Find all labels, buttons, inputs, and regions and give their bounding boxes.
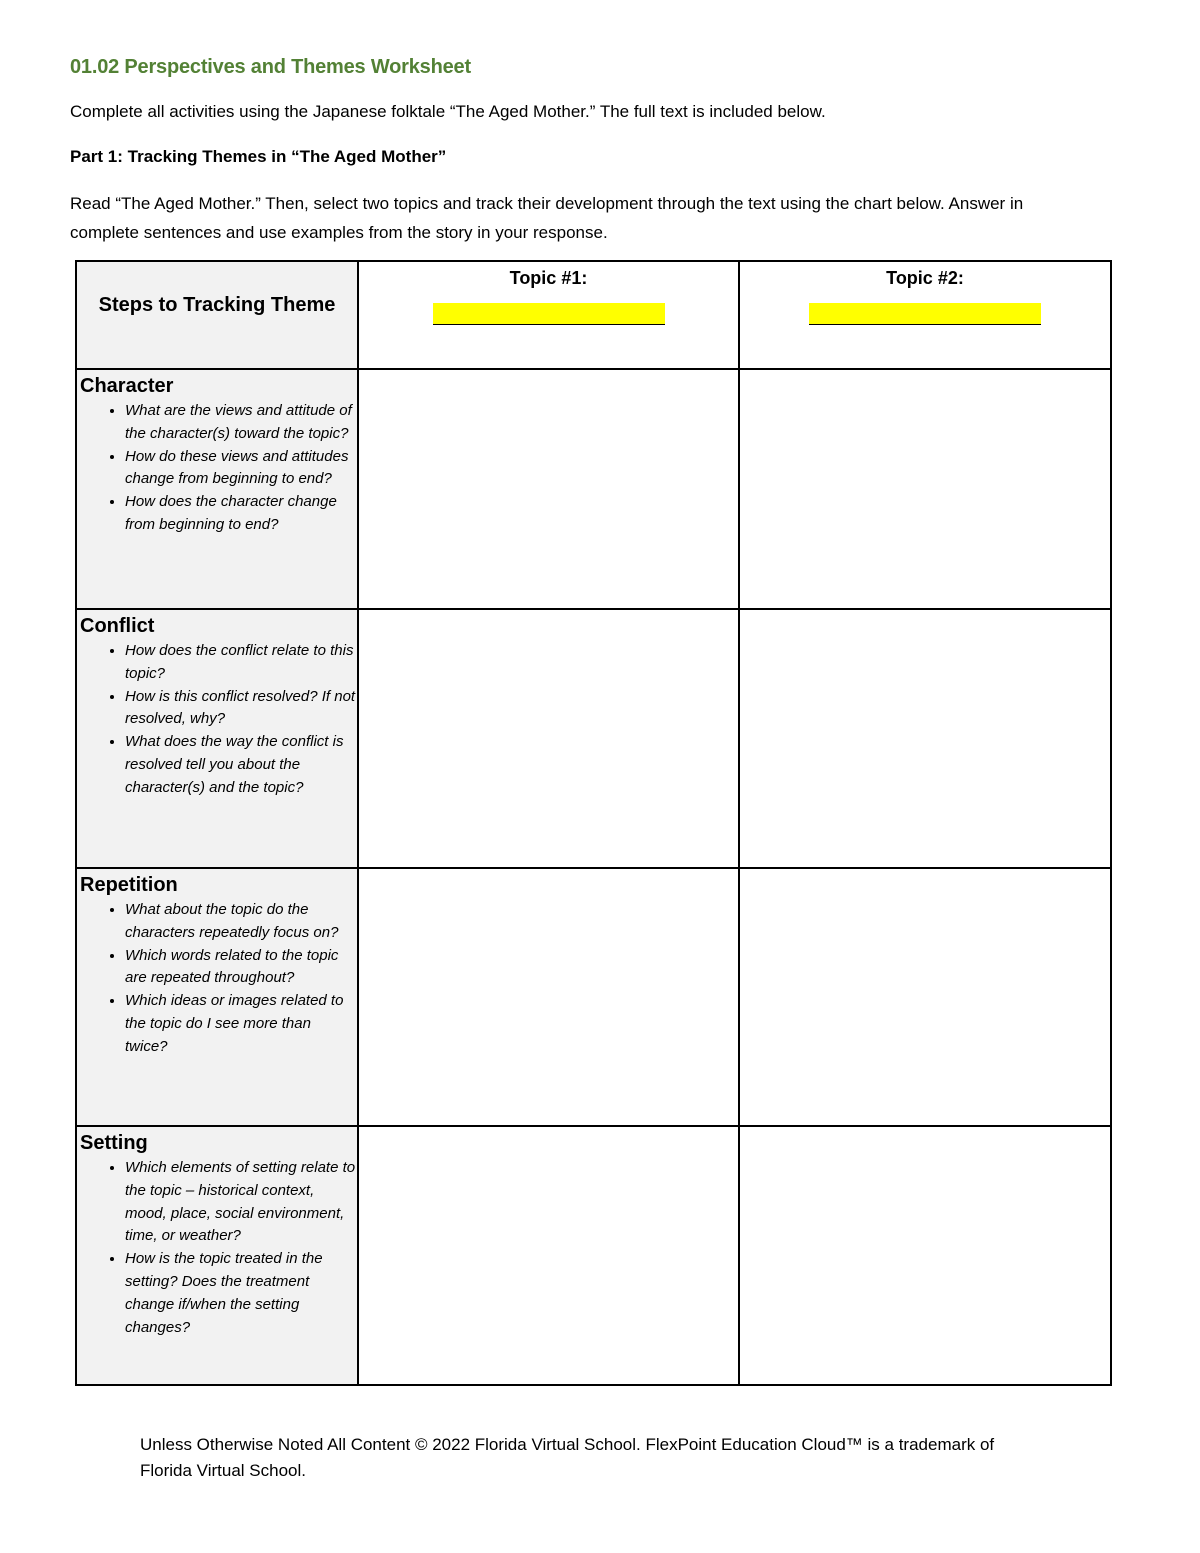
character-topic1-answer-cell[interactable] <box>358 369 739 609</box>
intro-text: Complete all activities using the Japanese folktale “The Aged Mother.” The full text is included below. <box>70 102 826 121</box>
question-item: • How does the character change from beginning to end? <box>125 491 357 537</box>
question-item: • Which elements of setting relate to the topic – historical context, mood, place, social environment, time, or weather? <box>125 1157 357 1248</box>
question-item: • Which ideas or images related to the topic do I see more than twice? <box>125 990 357 1058</box>
row-title-conflict: Conflict <box>80 615 155 637</box>
character-topic2-answer-cell[interactable] <box>739 369 1111 609</box>
table-row-repetition <box>76 868 1111 1126</box>
question-list <box>77 640 357 800</box>
row-title-character: Character <box>80 375 174 397</box>
steps-header: Steps to Tracking Theme <box>98 294 336 316</box>
conflict-topic1-answer-cell[interactable] <box>358 609 739 868</box>
topic2-label: Topic #2: <box>886 268 964 288</box>
worksheet-title: 01.02 Perspectives and Themes Worksheet <box>70 56 471 78</box>
setting-label-cell <box>76 1126 358 1385</box>
table-row-setting <box>76 1126 1111 1385</box>
topic1-header-cell <box>358 261 739 369</box>
question-item: • What about the topic do the characters repeatedly focus on? <box>125 899 357 945</box>
header-label-cell <box>76 261 358 369</box>
question-item: • What does the way the conflict is resolved tell you about the character(s) and the topic? <box>125 731 357 799</box>
question-list <box>77 1157 357 1339</box>
table-row-conflict <box>76 609 1111 868</box>
question-item: • Which words related to the topic are repeated throughout? <box>125 945 357 991</box>
repetition-topic1-answer-cell[interactable] <box>358 868 739 1126</box>
question-item: • How do these views and attitudes change from beginning to end? <box>125 446 357 492</box>
topic1-input[interactable] <box>433 303 665 325</box>
repetition-label-cell <box>76 868 358 1126</box>
question-item: • How does the conflict relate to this topic? <box>125 640 357 686</box>
instructions-text: Read “The Aged Mother.” Then, select two topics and track their development through the text using the chart below. Answer in complete sentences and use examples from the story in your response. <box>70 194 1024 242</box>
character-label-cell <box>76 369 358 609</box>
row-title-setting: Setting <box>80 1132 148 1154</box>
question-list <box>77 899 357 1059</box>
question-list <box>77 400 357 537</box>
row-title-repetition: Repetition <box>80 874 178 896</box>
setting-topic1-answer-cell[interactable] <box>358 1126 739 1385</box>
question-item: • How is the topic treated in the setting? Does the treatment change if/when the setting changes? <box>125 1248 357 1339</box>
conflict-topic2-answer-cell[interactable] <box>739 609 1111 868</box>
repetition-topic2-answer-cell[interactable] <box>739 868 1111 1126</box>
conflict-label-cell <box>76 609 358 868</box>
setting-topic2-answer-cell[interactable] <box>739 1126 1111 1385</box>
topic2-input[interactable] <box>809 303 1041 325</box>
question-item: • What are the views and attitude of the character(s) toward the topic? <box>125 400 357 446</box>
topic1-label: Topic #1: <box>509 268 588 288</box>
copyright-footer: Unless Otherwise Noted All Content © 2022 Florida Virtual School. FlexPoint Education Cloud™ is a trademark of Florida Virtual School. <box>140 1435 995 1480</box>
header-row <box>76 261 1111 369</box>
table-row-character <box>76 369 1111 609</box>
theme-tracking-chart <box>75 260 1112 1386</box>
question-item: • How is this conflict resolved? If not resolved, why? <box>125 686 357 732</box>
topic2-header-cell <box>739 261 1111 369</box>
part-heading: Part 1: Tracking Themes in “The Aged Mother” <box>70 147 447 166</box>
